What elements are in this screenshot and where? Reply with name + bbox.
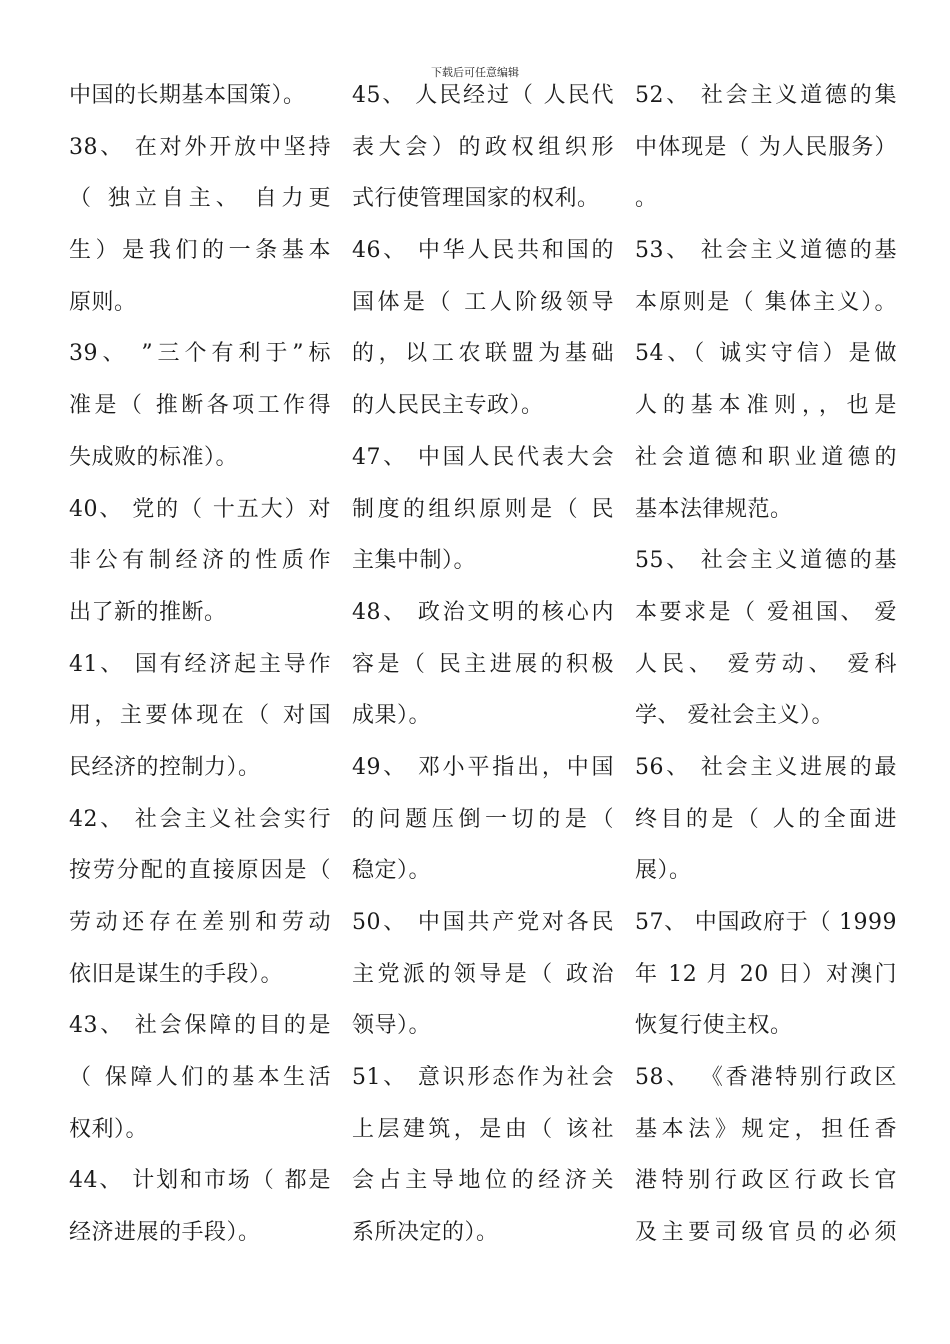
text-line: 社会道德和职业道德的 <box>635 444 897 470</box>
text-line: 系所决定的）。 <box>352 1220 499 1246</box>
text-line: 43、 社会保障的目的是 <box>69 1013 331 1039</box>
text-line: 46、 中华人民共和国的 <box>352 238 614 264</box>
text-line: 48、 政治文明的核心内 <box>352 599 614 625</box>
text-line: 47、 中国人民代表大会 <box>352 444 614 470</box>
text-line: 58、 《香港特别行政区 <box>635 1065 897 1091</box>
text-line: 生）是我们的一条基本 <box>69 238 331 264</box>
text-line: 50、 中国共产党对各民 <box>352 910 614 935</box>
text-line: 。 <box>635 186 658 212</box>
text-line: 本原则是（ 集体主义）。 <box>635 289 897 315</box>
text-line: 权利）。 <box>69 1116 149 1142</box>
text-line: （ 保障人们的基本生活 <box>69 1065 331 1091</box>
text-line: 44、 计划和市场（ 都是 <box>69 1168 331 1194</box>
text-line: 49、 邓小平指出，中国 <box>352 754 614 780</box>
text-line: 依旧是谋生的手段）。 <box>69 961 284 987</box>
text-line: 会占主导地位的经济关 <box>352 1168 614 1194</box>
text-line: 及主要司级官员的必须 <box>635 1220 897 1246</box>
text-line: 人民、 爱劳动、 爱科 <box>635 651 897 677</box>
text-line: 51、 意识形态作为社会 <box>352 1065 614 1091</box>
text-line: 本要求是（ 爱祖国、 爱 <box>635 599 897 625</box>
text-line: 领导）。 <box>352 1013 432 1039</box>
text-line: 恢复行使主权。 <box>635 1013 793 1039</box>
text-line: 的，以工农联盟为基础 <box>352 341 614 367</box>
text-line: 原则。 <box>69 289 137 315</box>
text-column-1 <box>69 70 331 1259</box>
text-line: 主党派的领导是（ 政治 <box>352 961 614 987</box>
text-line: 42、 社会主义社会实行 <box>69 806 331 832</box>
text-line: 出了新的推断。 <box>69 599 227 625</box>
text-line: 成果）。 <box>352 703 432 729</box>
text-line: 年 12 月 20 日）对澳门 <box>635 961 897 987</box>
text-line: 劳动还存在差别和劳动 <box>69 910 331 935</box>
text-line: 民经济的控制力）。 <box>69 754 261 780</box>
text-line: 中体现是（ 为人民服务） <box>635 134 897 160</box>
text-line: 41、 国有经济起主导作 <box>69 651 331 677</box>
text-line: 38、 在对外开放中坚持 <box>69 134 331 160</box>
text-line: 40、 党的（ 十五大）对 <box>69 496 331 522</box>
text-line: （ 独立自主、 自力更 <box>69 186 331 212</box>
text-line: 上层建筑，是由（ 该社 <box>352 1116 614 1142</box>
text-line: 准是（ 推断各项工作得 <box>69 393 331 419</box>
text-line: 经济进展的手段）。 <box>69 1220 261 1246</box>
text-line: 的人民民主专政）。 <box>352 393 544 419</box>
text-line: 失成败的标准）。 <box>69 444 239 470</box>
text-line: 学、 爱社会主义）。 <box>635 703 834 729</box>
text-line: 53、 社会主义道德的基 <box>635 238 897 264</box>
text-line: 57、 中国政府于（ 1999 <box>635 910 897 935</box>
text-column-3 <box>635 70 897 1259</box>
text-line: 终目的是（ 人的全面进 <box>635 806 897 832</box>
text-line: 39、 ”三个有利于”标 <box>69 341 331 367</box>
text-line: 式行使管理国家的权利。 <box>352 186 600 212</box>
text-line: 55、 社会主义道德的基 <box>635 548 897 574</box>
text-line: 54、（ 诚实守信）是做 <box>635 341 897 367</box>
text-line: 按劳分配的直接原因是（ <box>69 858 331 884</box>
text-line: 52、 社会主义道德的集 <box>635 83 897 108</box>
text-line: 中国的长期基本国策）。 <box>69 83 306 108</box>
text-line: 的问题压倒一切的是（ <box>352 806 614 832</box>
text-line: 45、 人民经过（ 人民代 <box>352 83 614 108</box>
text-line: 容是（ 民主进展的积极 <box>352 651 614 677</box>
text-line: 国体是（ 工人阶级领导 <box>352 289 614 315</box>
text-line: 56、 社会主义进展的最 <box>635 754 897 780</box>
text-line: 用，主要体现在（ 对国 <box>69 703 331 729</box>
text-line: 港特别行政区行政长官 <box>635 1168 897 1194</box>
text-line: 基本法》规定，担任香 <box>635 1116 897 1142</box>
text-line: 制度的组织原则是（ 民 <box>352 496 614 522</box>
text-column-2 <box>352 70 614 1259</box>
text-line: 基本法律规范。 <box>635 496 793 522</box>
text-line: 人的基本准则，，也是 <box>635 393 897 419</box>
page-header: 下载后可任意编辑 <box>431 66 519 79</box>
text-line: 非公有制经济的性质作 <box>69 548 331 574</box>
text-line: 表大会）的政权组织形 <box>352 134 614 160</box>
text-line: 主集中制）。 <box>352 548 477 574</box>
text-line: 稳定）。 <box>352 858 432 884</box>
text-line: 展）。 <box>635 858 692 884</box>
